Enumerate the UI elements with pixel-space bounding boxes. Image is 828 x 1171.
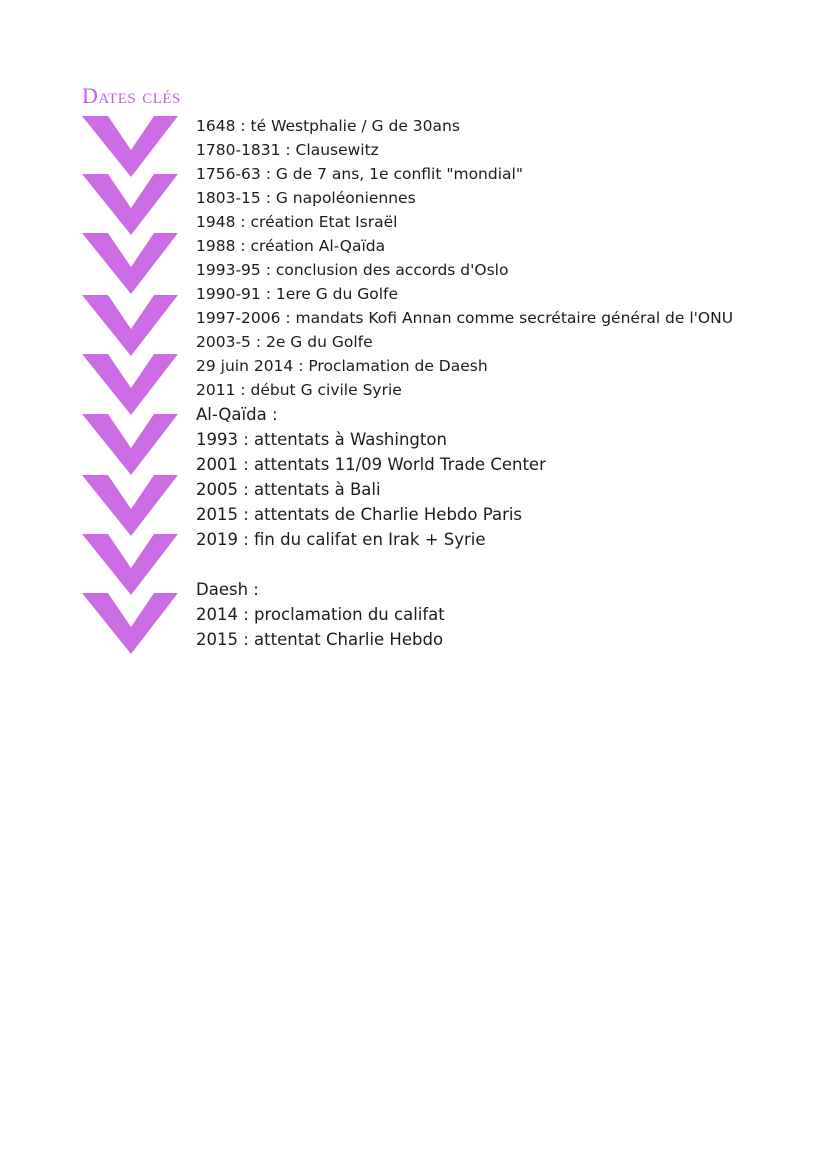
timeline-item: 1803-15 : G napoléoniennes <box>196 189 416 207</box>
list-item: 2014 : proclamation du califat <box>196 605 445 624</box>
chevron-down-icon <box>82 295 178 356</box>
chevron-down-icon <box>82 593 178 654</box>
list-item: 2015 : attentat Charlie Hebdo <box>196 630 444 649</box>
timeline-item: 1948 : création Etat Israël <box>196 213 398 231</box>
chevron-down-icon <box>82 233 178 294</box>
timeline-item: 1990-91 : 1ere G du Golfe <box>196 285 399 303</box>
timeline-item: 2011 : début G civile Syrie <box>196 381 402 399</box>
timeline-item: 1997-2006 : mandats Kofi Annan comme secrétaire général de l'ONU <box>196 309 734 327</box>
chevron-down-icon <box>82 116 178 177</box>
list-item: 2019 : fin du califat en Irak + Syrie <box>196 530 486 549</box>
dates-content <box>196 114 816 652</box>
daesh-section <box>196 577 816 652</box>
timeline-item: 1988 : création Al-Qaïda <box>196 237 386 255</box>
section-spacer <box>196 552 816 577</box>
chevron-down-icon <box>82 354 178 415</box>
list-item: 2015 : attentats de Charlie Hebdo Paris <box>196 505 523 524</box>
timeline-item: 1648 : té Westphalie / G de 30ans <box>196 117 460 135</box>
timeline-item: 1993-95 : conclusion des accords d'Oslo <box>196 261 509 279</box>
chevron-down-icon <box>82 174 178 235</box>
timeline-item: 1756-63 : G de 7 ans, 1e conflit "mondial" <box>196 165 523 183</box>
alqaida-heading: Al-Qaïda : <box>196 405 278 424</box>
timeline-item: 2003-5 : 2e G du Golfe <box>196 333 373 351</box>
timeline-item: 29 juin 2014 : Proclamation de Daesh <box>196 357 488 375</box>
chevron-down-icon <box>82 414 178 475</box>
chevron-down-icon <box>82 534 178 595</box>
list-item: 1993 : attentats à Washington <box>196 430 447 449</box>
timeline-item: 1780-1831 : Clausewitz <box>196 141 379 159</box>
chevron-down-icon <box>82 475 178 536</box>
list-item: 2005 : attentats à Bali <box>196 480 381 499</box>
timeline-list <box>196 114 816 402</box>
alqaida-section <box>196 402 816 552</box>
list-item: 2001 : attentats 11/09 World Trade Center <box>196 455 546 474</box>
section-title: Dates clés <box>82 83 181 108</box>
daesh-heading: Daesh : <box>196 580 259 599</box>
